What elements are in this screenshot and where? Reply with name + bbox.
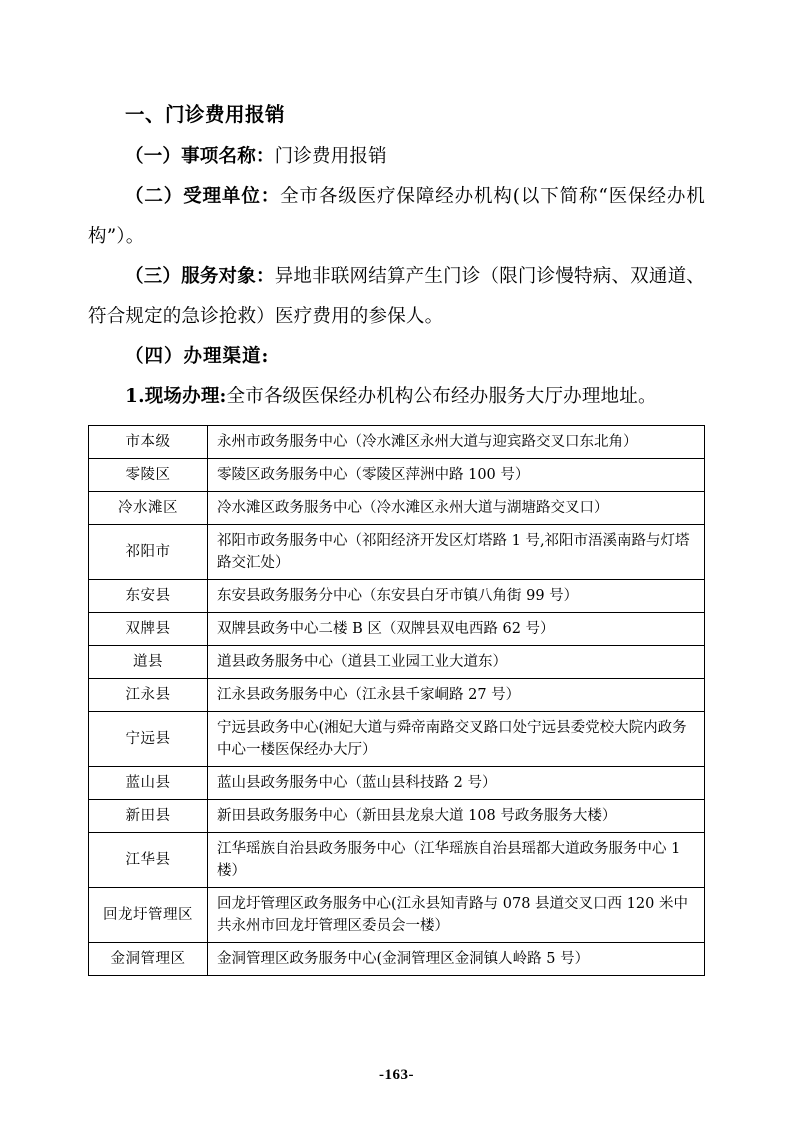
table-cell-region: 祁阳市 <box>89 525 208 580</box>
table-row <box>89 767 705 800</box>
table-row <box>89 525 705 580</box>
table-cell-place: 道县政务服务中心（道县工业园工业大道东） <box>208 646 705 679</box>
table-cell-region: 冷水滩区 <box>89 492 208 525</box>
table-cell-region: 东安县 <box>89 580 208 613</box>
paragraph-label: （二）受理单位： <box>125 186 281 207</box>
paragraph-item-name <box>88 137 705 177</box>
paragraph-label: （三）服务对象： <box>125 266 275 287</box>
table-row <box>89 426 705 459</box>
table-cell-place: 双牌县政务中心二楼 B 区（双牌县双电西路 62 号） <box>208 613 705 646</box>
table-row <box>89 833 705 888</box>
table-cell-region: 回龙圩管理区 <box>89 888 208 943</box>
table-cell-region: 蓝山县 <box>89 767 208 800</box>
table-cell-region: 道县 <box>89 646 208 679</box>
table-cell-place: 蓝山县政务服务中心（蓝山县科技路 2 号） <box>208 767 705 800</box>
table-cell-place: 零陵区政务服务中心（零陵区萍洲中路 100 号） <box>208 459 705 492</box>
paragraph-accepting-unit <box>88 177 705 257</box>
table-cell-region: 市本级 <box>89 426 208 459</box>
table-cell-region: 金洞管理区 <box>89 943 208 976</box>
table-cell-region: 江永县 <box>89 679 208 712</box>
page-number: -163- <box>379 1067 414 1083</box>
table-cell-place: 江永县政务服务中心（江永县千家峒路 27 号） <box>208 679 705 712</box>
paragraph-channels <box>88 337 705 377</box>
table-cell-place: 金洞管理区政务服务中心(金洞管理区金洞镇人岭路 5 号） <box>208 943 705 976</box>
table-cell-place: 祁阳市政务服务中心（祁阳经济开发区灯塔路 1 号,祁阳市浯溪南路与灯塔路交汇处） <box>208 525 705 580</box>
paragraph-text: 全市各级医保经办机构公布经办服务大厅办理地址。 <box>226 386 657 407</box>
paragraph-text: 全市各级医疗保障经办机构(以下简称“医保经办机构”）。 <box>88 186 706 247</box>
address-table <box>88 425 705 976</box>
table-cell-region: 零陵区 <box>89 459 208 492</box>
table-cell-place: 江华瑶族自治县政务服务中心（江华瑶族自治县瑶都大道政务服务中心 1 楼） <box>208 833 705 888</box>
paragraph-onsite <box>88 377 705 417</box>
table-cell-region: 新田县 <box>89 800 208 833</box>
table-cell-place: 回龙圩管理区政务服务中心(江永县知青路与 078 县道交叉口西 120 米中共永州市回龙圩管理区委员会一楼） <box>208 888 705 943</box>
table-row <box>89 459 705 492</box>
section-heading: 一、门诊费用报销 <box>125 103 286 126</box>
table-cell-place: 冷水滩区政务服务中心（冷水滩区永州大道与湖塘路交叉口） <box>208 492 705 525</box>
table-row <box>89 943 705 976</box>
paragraph-text: 异地非联网结算产生门诊（限门诊慢特病、双通道、符合规定的急诊抢救）医疗费用的参保人。 <box>88 266 705 327</box>
document-body <box>88 95 705 976</box>
table-row <box>89 679 705 712</box>
table-row <box>89 712 705 767</box>
table-cell-place: 新田县政务服务中心（新田县龙泉大道 108 号政务服务大楼） <box>208 800 705 833</box>
table-row <box>89 646 705 679</box>
paragraph-label: （一）事项名称： <box>125 146 275 167</box>
table-row <box>89 492 705 525</box>
table-cell-place: 东安县政务服务分中心（东安县白牙市镇八角街 99 号） <box>208 580 705 613</box>
paragraph-label: 1.现场办理: <box>125 386 227 407</box>
table-row <box>89 800 705 833</box>
paragraph-label: （四）办理渠道: <box>125 346 270 367</box>
paragraph-service-target <box>88 257 705 337</box>
table-cell-region: 宁远县 <box>89 712 208 767</box>
table-cell-region: 双牌县 <box>89 613 208 646</box>
table-row <box>89 613 705 646</box>
table-cell-place: 永州市政务服务中心（冷水滩区永州大道与迎宾路交叉口东北角） <box>208 426 705 459</box>
paragraph-text: 门诊费用报销 <box>274 146 387 167</box>
table-row <box>89 888 705 943</box>
table-cell-region: 江华县 <box>89 833 208 888</box>
address-table-wrapper <box>88 425 705 976</box>
table-row <box>89 580 705 613</box>
table-cell-place: 宁远县政务中心(湘妃大道与舜帝南路交叉路口处宁远县委党校大院内政务中心一楼医保经办大厅） <box>208 712 705 767</box>
